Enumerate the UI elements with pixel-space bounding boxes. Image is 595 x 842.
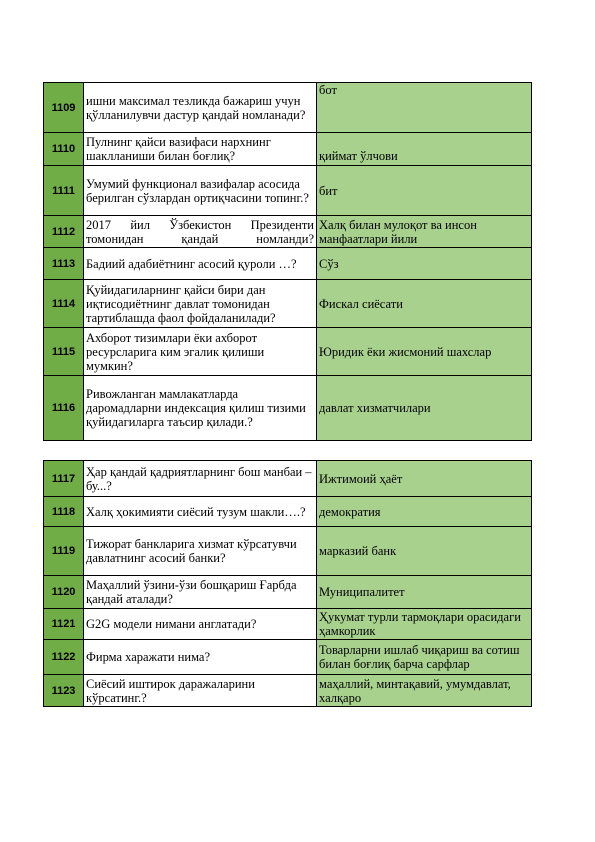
table-row — [44, 609, 532, 640]
question-number: 1112 — [44, 216, 84, 248]
question-number: 1119 — [44, 527, 84, 576]
answer-text: Ҳукумат турли тармоқлари орасидаги ҳамкорлик — [317, 609, 532, 640]
question-number: 1109 — [44, 83, 84, 133]
answer-text: Юридик ёки жисмоний шахслар — [317, 328, 532, 376]
question-text: Пулнинг қайси вазифаси нархнинг шаклланиши билан боғлиқ? — [84, 133, 317, 166]
answer-text: Муниципалитет — [317, 576, 532, 609]
answer-text: Ижтимоий ҳаёт — [317, 461, 532, 497]
question-text: Маҳаллий ўзини-ўзи бошқариш Ғарбда қандай аталади? — [84, 576, 317, 609]
question-number: 1113 — [44, 248, 84, 280]
question-number: 1116 — [44, 376, 84, 441]
question-text: Ахборот тизимлари ёки ахборот ресурсларига ким эгалик қилиши мумкин? — [84, 328, 317, 376]
table-row — [44, 497, 532, 527]
answer-text: бит — [317, 166, 532, 216]
question-text: Фирма харажати нима? — [84, 640, 317, 675]
question-text: Ривожланган мамлакатларда даромадларни индексация қилиш тизими қуйидагиларга таъсир қилади.? — [84, 376, 317, 441]
answer-text: Товарларни ишлаб чиқариш ва сотиш билан боғлиқ барча сарфлар — [317, 640, 532, 675]
table-row — [44, 280, 532, 328]
answer-text: қиймат ўлчови — [317, 133, 532, 166]
table-row — [44, 83, 532, 133]
question-text: G2G модели нимани англатади? — [84, 609, 317, 640]
question-text: 2017 йил Ўзбекистон Президенти томонидан қандай номланди? — [84, 216, 317, 248]
question-number: 1117 — [44, 461, 84, 497]
question-number: 1120 — [44, 576, 84, 609]
question-text: Сиёсий иштирок даражаларини кўрсатинг.? — [84, 675, 317, 707]
question-number: 1114 — [44, 280, 84, 328]
table-row — [44, 133, 532, 166]
answer-text: давлат хизматчилари — [317, 376, 532, 441]
question-number: 1110 — [44, 133, 84, 166]
question-number: 1123 — [44, 675, 84, 707]
questions-table-1 — [43, 82, 532, 441]
question-text: Халқ ҳокимияти сиёсий тузум шакли….? — [84, 497, 317, 527]
question-text: Умумий функционал вазифалар асосида берилган сўзлардан ортиқчасини топинг.? — [84, 166, 317, 216]
table-row — [44, 527, 532, 576]
answer-text: Сўз — [317, 248, 532, 280]
question-number: 1122 — [44, 640, 84, 675]
table-row — [44, 376, 532, 441]
question-text: Тижорат банкларига хизмат кўрсатувчи давлатнинг асосий банки? — [84, 527, 317, 576]
table-row — [44, 216, 532, 248]
question-number: 1115 — [44, 328, 84, 376]
table-row — [44, 576, 532, 609]
answer-text: маҳаллий, минтақавий, умумдавлат, халқаро — [317, 675, 532, 707]
question-number: 1121 — [44, 609, 84, 640]
answer-text: демократия — [317, 497, 532, 527]
answer-text: Фискал сиёсати — [317, 280, 532, 328]
question-number: 1118 — [44, 497, 84, 527]
table-row — [44, 328, 532, 376]
question-text: Ҳар қандай қадриятларнинг бош манбаи – бу...? — [84, 461, 317, 497]
questions-table-2 — [43, 460, 532, 707]
answer-text: марказий банк — [317, 527, 532, 576]
answer-text: Халқ билан мулоқот ва инсон манфаатлари йили — [317, 216, 532, 248]
question-number: 1111 — [44, 166, 84, 216]
table-row — [44, 675, 532, 707]
question-text: Қуйидагиларнинг қайси бири дан иқтисодиётнинг давлат томонидан тартиблашда фаол фойдаланилади? — [84, 280, 317, 328]
table-row — [44, 640, 532, 675]
question-text: Бадиий адабиётнинг асосий қуроли …? — [84, 248, 317, 280]
table-row — [44, 461, 532, 497]
table-row — [44, 248, 532, 280]
table-row — [44, 166, 532, 216]
answer-text: бот — [317, 83, 532, 133]
question-text: ишни максимал тезликда бажариш учун қўлланилувчи дастур қандай номланади? — [84, 83, 317, 133]
